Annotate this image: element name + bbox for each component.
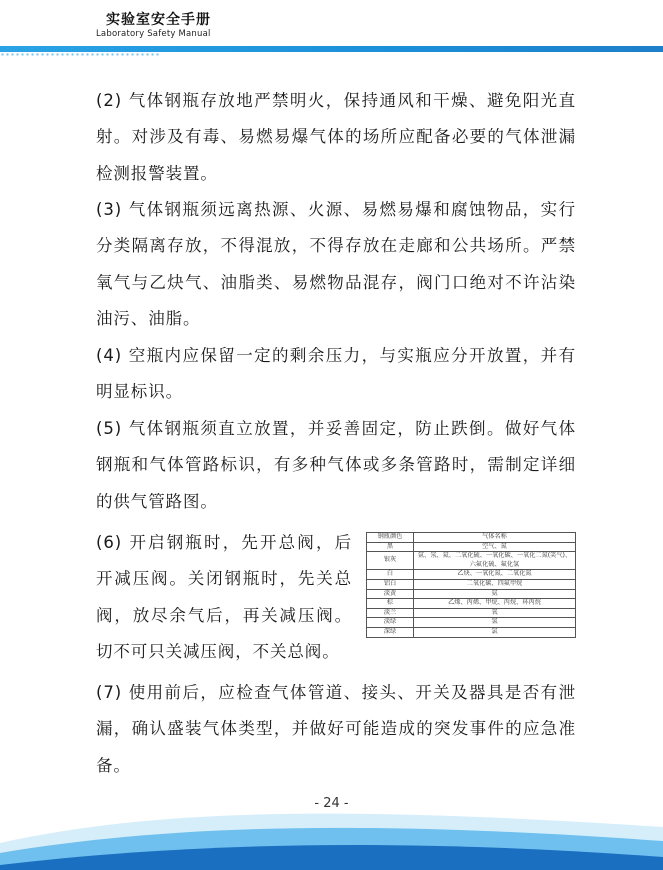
header-dot-pattern (0, 53, 160, 56)
header-cylinder-color: 钢瓶颜色 (367, 533, 414, 543)
page-number: - 24 - (314, 796, 349, 811)
table-row (367, 627, 576, 637)
cell-gas: 乙烯、丙烯、甲烷、丙烷、环丙烷 (414, 599, 576, 609)
cell-color: 淡兰 (367, 608, 414, 618)
paragraph-3: (3) 气体钢瓶须远离热源、火源、易燃易爆和腐蚀物品，实行分类隔离存放，不得混放，不得存放在走廊和公共场所。严禁氧气与乙炔气、油脂类、易燃物品混存，阀门口绝对不许沾染油污、油脂。 (96, 200, 576, 328)
cell-gas: 氩、氖、氦、二氧化硫、一氧化碳、一氧化二氮(笑气)、六氟化硫、氟化氢 (414, 552, 576, 570)
cell-gas: 氢 (414, 618, 576, 628)
cell-gas: 氯 (414, 627, 576, 637)
paragraph-6: (6) 开启钢瓶时，先开总阀，后开减压阀。关闭钢瓶时，先关总阀，放尽余气后，再关减压阀。切不可只关减压阀，不关总阀。 (96, 533, 352, 661)
header-gas-name: 气体名称 (414, 533, 576, 543)
footer-wave-decoration (0, 805, 663, 870)
paragraph-5: (5) 气体钢瓶须直立放置，并妥善固定，防止跌倒。做好气体钢瓶和气体管路标识，有多种气体或多条管路时，需制定详细的供气管路图。 (96, 419, 576, 511)
paragraph-7: (7) 使用前后，应检查气体管道、接头、开关及器具是否有泄漏，确认盛装气体类型，并做好可能造成的突发事件的应急准备。 (96, 683, 576, 775)
cell-color: 淡黄 (367, 589, 414, 599)
cell-color: 铝白 (367, 579, 414, 589)
cell-color: 深绿 (367, 627, 414, 637)
cell-gas: 氧 (414, 608, 576, 618)
cylinder-color-table (366, 532, 576, 638)
table-row (367, 579, 576, 589)
table-row (367, 570, 576, 580)
table-row (367, 542, 576, 552)
cell-gas: 空气、氮 (414, 542, 576, 552)
cell-gas: 乙炔、一氧化氮、二氧化氮 (414, 570, 576, 580)
paragraph-2: (2) 气体钢瓶存放地严禁明火，保持通风和干燥、避免阳光直射。对涉及有毒、易燃易爆气体的场所应配备必要的气体泄漏检测报警装置。 (96, 91, 576, 183)
table-row (367, 608, 576, 618)
manual-title-en: Laboratory Safety Manual (96, 29, 211, 39)
table-row (367, 618, 576, 628)
cell-color: 淡绿 (367, 618, 414, 628)
table-header-row (367, 533, 576, 543)
cell-color: 白 (367, 570, 414, 580)
cell-gas: 二氧化碳、四氟甲烷 (414, 579, 576, 589)
cell-color: 银灰 (367, 552, 414, 570)
page-header (0, 0, 663, 58)
table-row (367, 599, 576, 609)
table-row (367, 589, 576, 599)
manual-title-cn: 实验室安全手册 (106, 12, 211, 28)
cell-color: 棕 (367, 599, 414, 609)
cell-gas: 氨 (414, 589, 576, 599)
table-row (367, 552, 576, 570)
cell-color: 黑 (367, 542, 414, 552)
header-divider (0, 46, 663, 52)
paragraph-4: (4) 空瓶内应保留一定的剩余压力，与实瓶应分开放置，并有明显标识。 (96, 346, 576, 402)
